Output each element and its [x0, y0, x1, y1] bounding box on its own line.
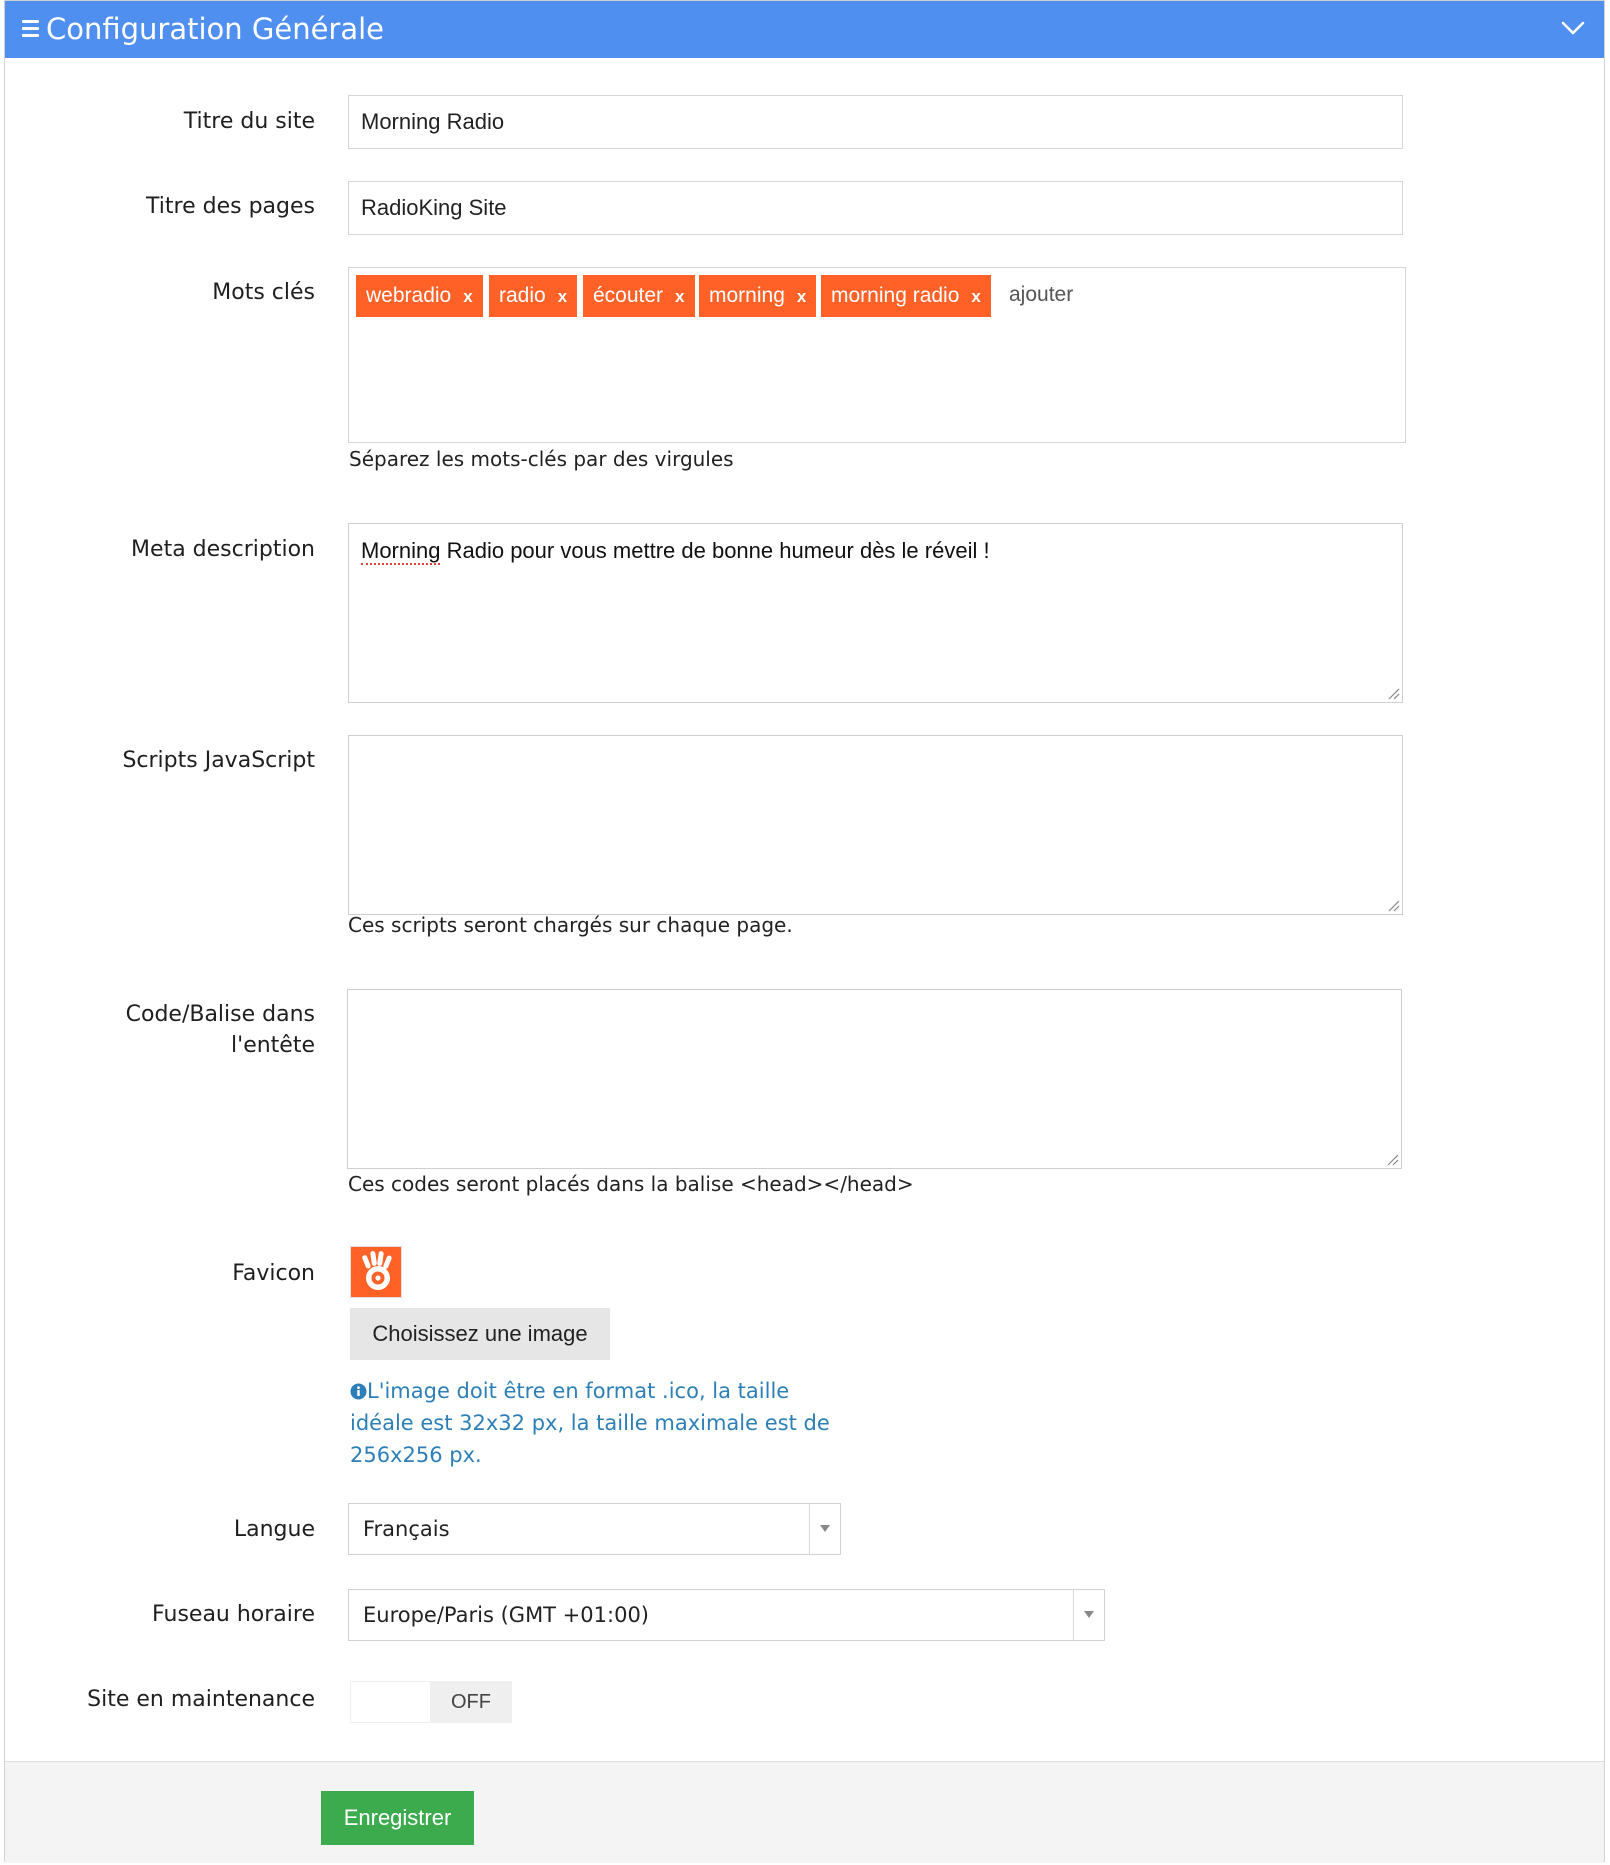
- resize-grip-icon[interactable]: [1388, 688, 1400, 700]
- language-selected: Français: [363, 1517, 450, 1541]
- favicon-label: Favicon: [232, 1261, 315, 1286]
- config-panel: [4, 0, 1605, 1862]
- scripts-textarea[interactable]: [348, 735, 1403, 915]
- site-title-input[interactable]: Morning Radio: [348, 95, 1403, 149]
- misspelled-word: Morning: [361, 538, 441, 563]
- remove-tag-button[interactable]: x: [971, 287, 981, 306]
- timezone-selected: Europe/Paris (GMT +01:00): [363, 1603, 649, 1627]
- tag-label: morning radio: [831, 284, 960, 307]
- favicon-info-text: L'image doit être en format .ico, la taille idéale est 32x32 px, la taille maximale est de 256x256 px.: [350, 1379, 830, 1467]
- form-footer: [5, 1761, 1604, 1863]
- keyword-tag: [699, 275, 816, 317]
- tag-label: webradio: [366, 284, 452, 307]
- scripts-help: Ces scripts seront chargés sur chaque page.: [348, 913, 793, 937]
- keyword-tag: [356, 275, 483, 317]
- info-circle-icon: [350, 1383, 367, 1400]
- keyword-tag: [489, 275, 577, 317]
- timezone-label: Fuseau horaire: [152, 1602, 315, 1627]
- keywords-label: Mots clés: [212, 280, 315, 305]
- keyword-tag: [821, 275, 991, 317]
- dropdown-arrow-icon[interactable]: [1073, 1590, 1104, 1640]
- maintenance-label: Site en maintenance: [87, 1687, 315, 1712]
- meta-description-value: [361, 536, 990, 566]
- dropdown-arrow-icon[interactable]: [809, 1504, 840, 1554]
- head-code-textarea[interactable]: [347, 989, 1402, 1169]
- remove-tag-button[interactable]: x: [463, 287, 473, 306]
- head-code-label-line1: Code/Balise dans: [125, 1002, 315, 1027]
- page-title-label: Titre des pages: [146, 194, 315, 219]
- page-title-input[interactable]: RadioKing Site: [348, 181, 1403, 235]
- favicon-info: [350, 1375, 830, 1471]
- hamburger-icon: [22, 20, 39, 41]
- language-select[interactable]: [348, 1503, 841, 1555]
- toggle-state: OFF: [451, 1691, 491, 1713]
- radioking-hand-icon: [351, 1247, 401, 1297]
- head-code-label-line2: l'entête: [231, 1033, 315, 1058]
- scripts-label: Scripts JavaScript: [122, 748, 315, 773]
- toggle-knob[interactable]: [351, 1682, 430, 1722]
- remove-tag-button[interactable]: x: [557, 287, 568, 306]
- tag-label: morning: [709, 284, 785, 307]
- timezone-select[interactable]: [348, 1589, 1105, 1641]
- keyword-tag: [583, 275, 695, 317]
- tag-label: écouter: [593, 284, 664, 307]
- resize-grip-icon[interactable]: [1388, 900, 1400, 912]
- meta-description-textarea[interactable]: [348, 523, 1403, 703]
- site-title-label: Titre du site: [183, 109, 315, 134]
- favicon-preview: [350, 1246, 402, 1298]
- resize-grip-icon[interactable]: [1387, 1154, 1399, 1166]
- meta-description-rest: Radio pour vous mettre de bonne humeur dès le réveil !: [440, 538, 990, 563]
- head-code-help: Ces codes seront placés dans la balise <head></head>: [348, 1172, 914, 1196]
- add-keyword-input[interactable]: ajouter: [1009, 283, 1074, 306]
- panel-header[interactable]: [5, 1, 1604, 58]
- tag-label: radio: [499, 284, 546, 307]
- save-button[interactable]: Enregistrer: [321, 1791, 474, 1845]
- chevron-down-icon[interactable]: [1560, 15, 1586, 41]
- panel-title: Configuration Générale: [46, 12, 385, 46]
- maintenance-toggle[interactable]: [350, 1681, 512, 1723]
- language-label: Langue: [233, 1517, 315, 1542]
- meta-description-label: Meta description: [131, 537, 315, 562]
- choose-image-button[interactable]: Choisissez une image: [350, 1308, 610, 1360]
- remove-tag-button[interactable]: x: [796, 287, 807, 306]
- keywords-help: Séparez les mots-clés par des virgules: [349, 447, 734, 471]
- remove-tag-button[interactable]: x: [675, 287, 685, 306]
